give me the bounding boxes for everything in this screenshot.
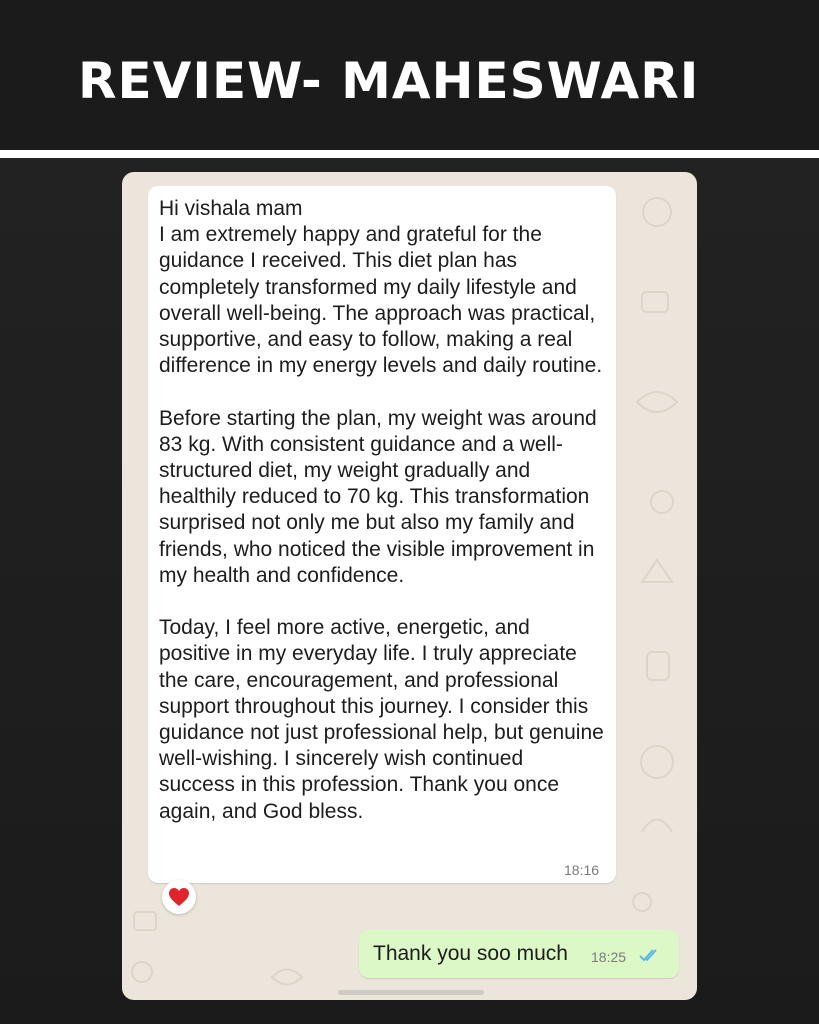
chat-screenshot — [122, 172, 697, 1000]
red-heart-icon — [168, 887, 190, 907]
outgoing-message-text: Thank you soo much — [373, 942, 568, 965]
incoming-message-time: 18:16 — [564, 862, 600, 878]
header-divider — [0, 150, 819, 158]
home-indicator — [338, 990, 484, 995]
reaction-badge[interactable] — [162, 880, 196, 914]
outgoing-message-bubble[interactable] — [359, 930, 679, 978]
page-title: REVIEW- MAHESWARI — [78, 52, 700, 110]
double-check-icon — [638, 948, 662, 962]
header-banner — [0, 0, 819, 150]
outgoing-message-time: 18:25 — [591, 949, 627, 965]
incoming-message-text: Hi vishala mam I am extremely happy and grateful for the guidance I received. This diet plan has completely transformed my daily lifestyle and overall well-being. The approach was practical, supportive, and easy to follow, making a real difference in my energy levels and daily routine. Before starting the plan, my weight was around 83 kg. With consistent guidance and a well-structured diet, my weight gradually and healthily reduced to 70 kg. This transformation surprised not only me but also my family and friends, who noticed the visible improvement in my health and confidence. Today, I feel more active, energetic, and positive in my everyday life. I truly appreciate the care, encouragement, and professional support throughout this journey. I consider this guidance not just professional help, but genuine well-wishing. I sincerely wish continued success in this profession. Thank you once again, and God bless. — [159, 197, 604, 823]
